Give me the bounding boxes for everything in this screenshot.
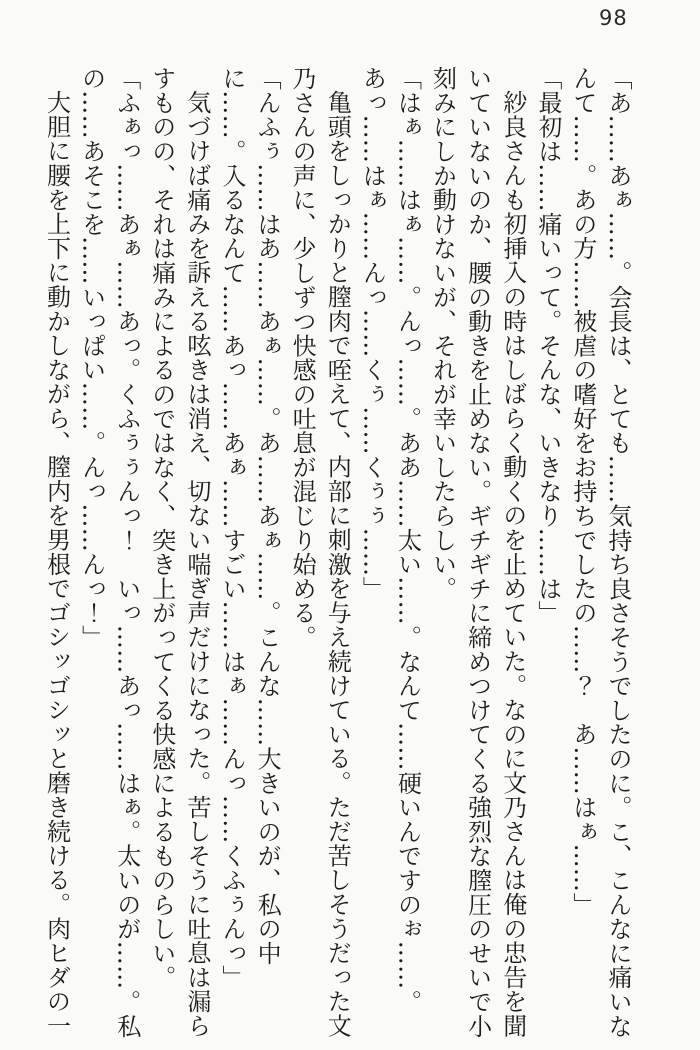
page-text: [38, 66, 635, 1038]
page-number: 98: [599, 6, 628, 30]
paragraph-dialogue: 「最初は……痛いって。そんな、いきなり……は」: [533, 66, 562, 625]
paragraph-dialogue: 「ふぁっ……あぁ……あっ。くふぅぅんっ！ いっ……あっ……はぁ。太いのが……。私の……あそこを……いっぱい……。んっ……んっ！」: [77, 66, 141, 1038]
paragraph-narration: 大胆に腰を上下に動かしながら、膣内を男根でゴシッゴシッと磨き続ける。肉ヒダの一: [42, 90, 71, 1038]
paragraph-dialogue: 「んふぅ……はあ……あぁ……。あ……あぁ……。こんな……大きいのが、私の中に……。入るなんて……あっ……あぁ……すごい……はぁ……んっ……くふぅんっ」: [217, 66, 282, 990]
paragraph-narration: 紗良さんも初挿入の時はしばらく動くのを止めていた。なのに文乃さんは俺の忠告を聞いていないのか、腰の動きを止めない。ギチギチに締めつけてくる強烈な膣圧のせいで小刻みにしか動けないが、それが幸いしたらしい。: [428, 66, 527, 1038]
paragraph-narration: 気づけば痛みを訴える呟きは消え、切ない喘ぎ声だけになった。苦しそうに吐息は漏らすものの、それは痛みによるのではなく、突き上がってくる快感によるものらしい。: [147, 66, 211, 1038]
paragraph-dialogue: 「あ……あぁ……。会長は、とても……気持ち良さそうでしたのに。こ、こんなに痛いなんて……。あの方……被虐の嗜好をお持ちでしたの……？ あ……はぁ……」: [568, 66, 632, 1038]
paragraph-dialogue: 「はぁ……はぁ……。んっ……。ああ……太い……。なんて……硬いんですのぉ……。あっ……はぁ……んっ……くぅ……くぅぅ……」: [358, 66, 422, 1014]
paragraph-narration: 亀頭をしっかりと膣肉で咥えて、内部に刺激を与え続けている。ただ苦しそうだった文乃さんの声に、少しずつ快感の吐息が混じり始める。: [288, 66, 352, 1038]
